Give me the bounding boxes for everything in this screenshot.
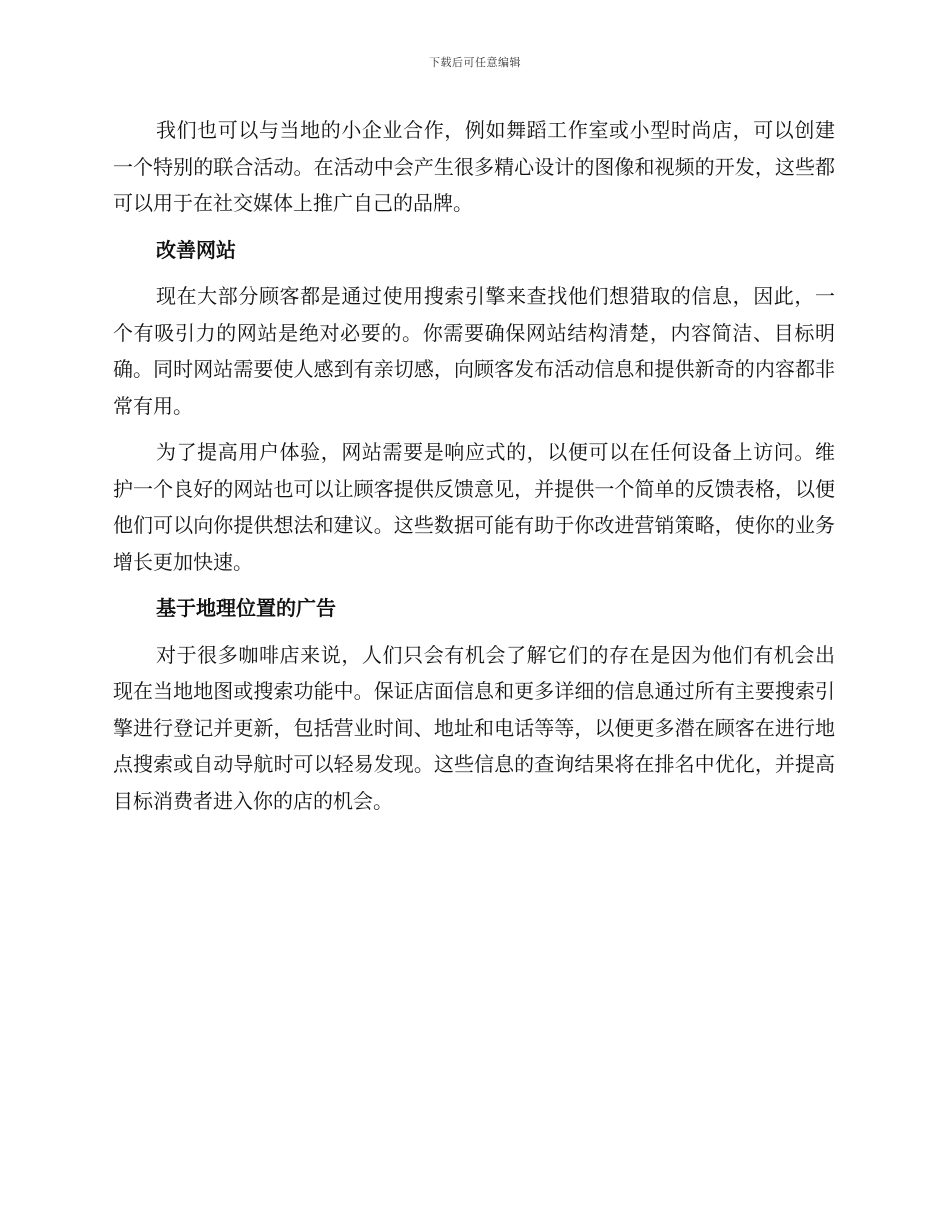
page-header: 下载后可任意编辑: [429, 56, 521, 69]
document-body: [113, 112, 835, 819]
paragraph-website-responsive: 为了提高用户体验，网站需要是响应式的，以便可以在任何设备上访问。维护一个良好的网站也可以让顾客提供反馈意见，并提供一个简单的反馈表格，以便他们可以向你提供想法和建议。这些数据可能有助于你改进营销策略，使你的业务增长更加快速。: [113, 440, 835, 574]
section-heading-website: 改善网站: [156, 237, 236, 262]
paragraph-website-intro: 现在大部分顾客都是通过使用搜索引擎来查找他们想猎取的信息，因此，一个有吸引力的网站是绝对必要的。你需要确保网站结构清楚，内容简洁、目标明确。同时网站需要使人感到有亲切感，向顾客发布活动信息和提供新奇的内容都非常有用。: [113, 284, 835, 418]
paragraph-geo-ads: 对于很多咖啡店来说，人们只会有机会了解它们的存在是因为他们有机会出现在当地地图或搜索功能中。保证店面信息和更多详细的信息通过所有主要搜索引擎进行登记并更新，包括营业时间、地址和电话等等，以便更多潜在顾客在进行地点搜索或自动导航时可以轻易发现。这些信息的查询结果将在排名中优化，并提高目标消费者进入你的店的机会。: [113, 642, 835, 813]
paragraph-partnership: 我们也可以与当地的小企业合作，例如舞蹈工作室或小型时尚店，可以创建一个特别的联合活动。在活动中会产生很多精心设计的图像和视频的开发，这些都可以用于在社交媒体上推广自己的品牌。: [113, 118, 835, 215]
section-heading-geo-ads: 基于地理位置的广告: [156, 596, 336, 620]
